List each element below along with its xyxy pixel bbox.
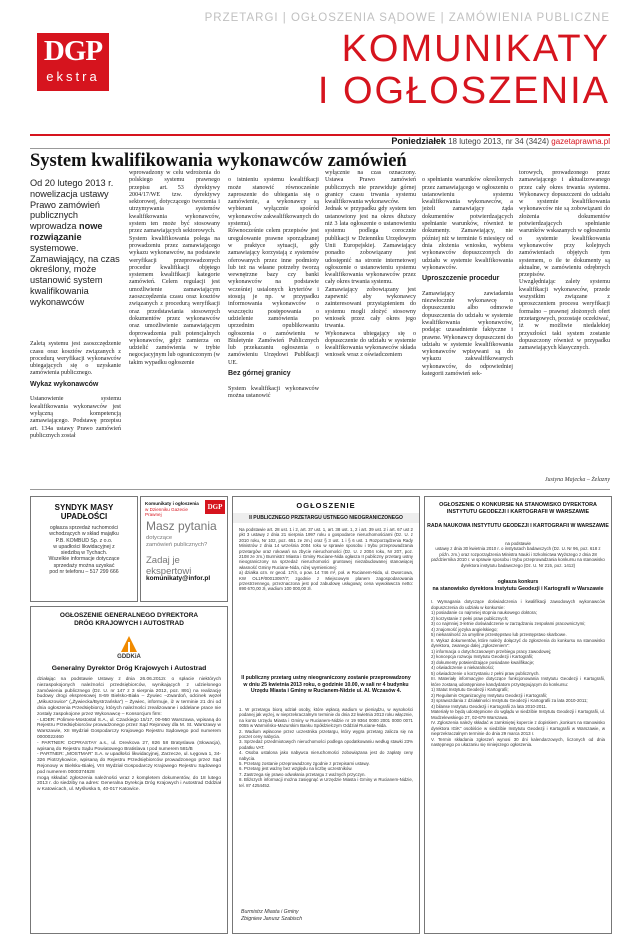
promo-top-line1: Komunikaty i ogłoszenia: [145, 501, 199, 506]
gddkia-title: OGŁOSZENIE GENERALNEGO DYREKTORA DRÓG KRAJOWYCH I AUTOSTRAD: [59, 612, 199, 627]
konkurs-ad: [424, 496, 612, 934]
przetarg-title: OGŁOSZENIE: [296, 501, 356, 510]
dateline-rule: [30, 148, 610, 149]
article-headline: System kwalifikowania wykonawców zamówień: [30, 151, 407, 171]
przetarg-sign2: Zbigniew Janusz Szabisch: [241, 916, 303, 922]
col1b-text: Ustanowienie systemu kwalifikowania wykonawców jest wyłączną kompetencją zamawiającego. Podstawę przepisu art. 134a ustawy Prawo zamówień publicznych został: [30, 396, 121, 439]
logo-sub: ekstra: [46, 69, 100, 84]
lead-rest: systemowe. Zamawiający, na czas określony, może ustanowić system kwalifikowania wykonawców: [30, 242, 120, 307]
title-ogloszenia: I OGŁOSZENIA: [317, 70, 610, 112]
dgp-ekstra-logo: [37, 33, 109, 91]
gddkia-heading: Generalny Dyrektor Dróg Krajowych i Autostrad: [51, 665, 207, 672]
section-bar: PRZETARGI | OGŁOSZENIA SĄDOWE | ZAMÓWIENIA PUBLICZNE: [204, 12, 610, 24]
lead-intro: Od 20 lutego 2013 r. nowelizacja ustawy Prawo zamówień publicznych wprowadza: [30, 178, 114, 232]
article-column-1: [30, 334, 121, 440]
konkurs-title: OGŁOSZENIE O KONKURSIE NA STANOWISKO DYREKTORA INSTYTUTU GEODEZJI I KARTOGRAFII W WARSZAWIE: [439, 502, 597, 515]
col3b-text: System kwalifikacji wykonawców można ustanowić: [228, 385, 319, 399]
col3-subhead: Bez górnej granicy: [228, 370, 291, 378]
article-column-4: wyłącznie na czas oznaczony. Ustawa Prawo zamówień publicznych nie przewiduje górnej granicy czasu trwania systemu kwalifikowania wykonawców. Jednak w przypadku gdy system ten ustanowiony jest na okres dłuższy niż 3 lata ogłoszenie o ustanowieniu systemu podlega corocznie publikacji w Dzienniku Urzędowym Unii Europejskiej. Zamawiający ponadto zobowiązany jest udostępnić na stronie internetowej ogłoszenie o ustanowieniu systemu kwalifikowania wykonawców przez cały okres trwania systemu. Zamawiający zobowiązany jest zapewnić aby wykonawcy zainteresowani przystąpieniem do systemu mogli złożyć stosowny wniosek przez cały okres jego trwania. Wykonawca ubiegający się o dopuszczenie do udziału w systemie kwalifikowania wykonawców składa wniosek wraz z oświadczeniem: [325, 170, 416, 359]
promo-dgp-logo: DGP: [205, 500, 225, 514]
col5b-text: Zamawiający zawiadamia niezwłocznie wykonawcę o dopuszczeniu albo odmowie dopuszczenia do udziału w systemie kwalifikowania wykonawców, podając uzasadnienie faktyczne i prawne. Wykonawcy dopuszczeni do udziału w systemie kwalifikowania wykonawców wpisywani są do wykazu zakwalifikowanych wykonawców, do odpowiedniej kategorii zamówień sek-: [422, 290, 513, 378]
title-komunikaty: KOMUNIKATY: [341, 28, 610, 70]
col1-subhead: Wykaz wykonawców: [30, 380, 99, 388]
syndyk-ad: [30, 496, 138, 602]
syndyk-body: ogłasza sprzedaż ruchomości wchodzących w skład majątku P.B. KOMBUD Sp. z o.o. w upadłości likwidacyjnej z siedzibą w Tychach. Wszelkie informacje dotyczące sprzedaży można uzyskać pod nr telefonu – 517 299 666: [48, 525, 120, 576]
dateline: [360, 136, 610, 146]
syndyk-title: SYNDYK MASY UPADŁOŚCI: [54, 503, 114, 521]
article-column-2: wprowadzony w celu wdrożenia do polskiego systemu prawnego przepisu art. 53 dyrektywy 2004/17/WE tzw. dyrektywy sektorowej, dotyczącego tworzenia i utrzymywania systemów kwalifikowania wykonawców, system ten może być stosowany przez zamawiających sektorowych. System kwalifikowania polega na prowadzeniu przez zamawiającego wykazu wykonawców, na podstawie weryfikacji przeprowadzonych procedur kwalifikacji objętego systemem kwalifikacji kategorie zamówień. Celem regulacji jest umożliwienie zamawiającym zaoszczędzenia czasu oraz kosztów związanych z procedurą weryfikacji oraz przedstawiania stosownych dokumentów przez wykonawców oraz umożliwienie zamawiającym doprowadzenia puli potencjalnych wykonawców, gdyż zamierza on udzielić zamówienia w trybie negocjacyjnym lub ograniczonym (w takim wypadku ogłoszenie: [129, 170, 220, 366]
promo-sub1: dotyczące: [146, 535, 173, 541]
article-column-6: torowych, prowadzonego przez zamawiającego i aktualizowanego przez cały okres trwania systemu. Wykonawcy dopuszczeni do udziału w systemie kwalifikowania wykonawców nie są zobowiązani do złożenia dokumentów potwierdzających spełnianie warunków wskazanych w ogłoszeniu o systemie kwalifikowania wykonawców przy kolejnych zamówieniach objętych tym systemem, o ile te dokumenty są aktualne, w zamówieniu odrębnych przepisów. Uwzględniając zalety systemu kwalifikacji wykonawców, przede wszystkim związane z uproszczeniem procesu weryfikacji formalno – prawnej złożonych ofert przetargowych, pozostaje oczekiwać, iż w możliwie niedalekiej przyszłości taki system zostanie dopuszczony również w przypadku zamawiających klasycznych.: [519, 170, 610, 352]
przetarg-ad: [232, 496, 420, 934]
col5-text: o spełnianiu warunków określonych przez zamawiającego w ogłoszeniu o ustanowieniu systemu kwalifikowania wykonawców, a jeżeli zamawiający żąda dokumentów potwierdzających spełnianie warunków, również te dokumenty. Zamawiający, nie później niż w terminie 6 miesięcy od dnia złożenia wniosku, wybiera wykonawców dopuszczonych do udziału w systemie kwalifikowania wykonawców.: [422, 177, 513, 271]
gddkia-logo-text: GDDKiA: [117, 654, 141, 660]
article-bottom-rule: [30, 489, 610, 490]
dgp-promo-ad: [140, 496, 228, 602]
lead-bold: nowe rozwiązanie: [30, 221, 103, 242]
article-column-5: [422, 170, 513, 378]
logo-main: DGP: [43, 35, 103, 67]
konkurs-subtitle: RADA NAUKOWA INSTYTUTU GEODEZJI I KARTOGRAFII W WARSZAWIE: [427, 523, 609, 530]
gddkia-body: działając na podstawie Ustawy z dnia 26.06.2012r. o spłacie niektórych niezaspokojonych należności przedsiębiorców, wynikających z udzielonego zamówienia publicznego (Dz. U. nr 147 z 3 sierpnia 2012, poz. 891) na realizację budowy drogi ekspresowej S-69 Bielsko-Biała – Żywiec –Zwardoń, odcinek węzeł „Mikuszowice” („Żywiecka/Bystrzańska”) – Żywiec, informuje, iż w terminie 21 dni od dnia ogłoszenia Przedsiębiorcy, których należności zrealizowane i oddelane prace nie zostały zaspokojone przez Wykonawcę – Konsorcjum firm: - LIDER: Polimex-Mostostal S.A., ul. Czackiego 15/17, 00-950 Warszawa, wpisaną do Rejestru Przedsiębiorców prowadzonego przez Sąd Rejonowy dla M. St. Warszawy w Warszawie, XII Wydział Gospodarczy Krajowego Rejestru Sądowego pod numerem 0000022460 - PARTNER: DCPRASTAY a.s., ul. Drevkova 27, 826 58 Bratyslawa (Słowacja), wpisaną do Rejestru Sądu Powiatowego Bratislava I pod numerem 581/B - PARTNER: „MOSTMAR” S.A. w upadłości likwidacyjnej, Zarzecze, ul. Łęgowa 1, 34-326 Piotrzykowice, wpisaną do Rejestru Przedsiębiorców prowadzonego przez Sąd Rejonowy w Bielsku-Białej, VIII Wydział Gospodarczy Krajowego Rejestru Sądowego pod numerem 0000374628 mogą składać zgłoszenia należności wraz z kompletem dokumentów, do 18 lutego 2013 r. do siedziby na adres: Generalna Dyrekcja Dróg Krajowych i Autostrad Oddział w Katowicach, ul. Myślwska 5, 40-017 Katowice.: [37, 677, 221, 793]
article-byline: Justyna Majecka – Żelazny: [544, 477, 610, 483]
article-lead: [30, 178, 122, 308]
gddkia-logo-icon: [120, 635, 138, 653]
przetarg-body2: 1. W przetargu biorą udział osoby, które wpłacą wadium w pieniądzu, w wysokości podanej jak wyżej, w nieprzekraczalnym terminie do dnia 22 kwietnia 2013 roku włącznie, na konto Urzędu Miasta i Gminy w Rucianem-Nidzie nr 19 9364 0000 2001 0000 0071 0055 w Warmińsko-Mazurskim Banku Spółdzielczym Oddział Ruciane-Nida. 2. Wadium wpłacone przez uczestnika przetargu, który wygra przetarg zalicza się na poczet ceny nabycia. 3. Sprzedaż przedmiotowych nieruchomości podlega opodatkowaniu według stawki 23% podatku VAT. 4. Osoba ustalona jako nabywca nieruchomości zobowiązana jest do zapłaty ceny nabycia. 5. Przetarg zostanie przeprowadzony zgodnie z przepisami ustawy. 6. Przetarg jest ważny bez względu na liczbę uczestników. 7. Zastrzega się prawo odwołania przetargu z ważnych przyczyn. 8. Bliższych informacji można zasięgnąć w Urzędzie Miasta i Gminy w Rucianem-Nidzie, tel. 87 4254452.: [239, 707, 413, 788]
col5-subhead: Uproszczenie procedur: [422, 275, 500, 283]
promo-email[interactable]: komunikaty@infor.pl: [146, 575, 211, 582]
konkurs-announce: ogłasza konkurs na stanowisko dyrektora Instytutu Geodezji i Kartografii w Warszawie: [432, 579, 604, 592]
konkurs-body: I. Wymagania dotyczące doświadczenia i kwalifikacji zawodowych wykonawców dopuszczenia do udziału w konkursie: 1) posiadanie co najmniej stopnia naukowego doktora; 2) korzystanie z pełni praw publicznych; 3) co najmniej 3-letnie doświadczenie w zarządzaniu zespołami pracowniczymi; 4) znajomość języka angielskiego; 5) niekaralność za umyślne przestępstwo lub przestępstwo skarbowe. II. Wykaz dokumentów, które należy dołączyć do zgłoszenia do konkursu na stanowisko dyrektora, zwanego dalej „zgłoszeniem”: 1) informacja o dotychczasowym przebiegu pracy zawodowej; 2) koncepcja rozwoju Instytutu Geodezji i Kartografii; 3) dokumenty potwierdzające posiadane kwalifikacje; 4) oświadczenie o niekaralności; 5) oświadczenie o korzystaniu z pełni praw publicznych. III. Materiały informacyjne dotyczące funkcjonowania Instytutu Geodezji i Kartografii, które zostaną udostępnione kandydatom przystępującym do konkursu: 1) Statut Instytutu Geodezji i Kartografii; 2) Regulamin Organizacyjny Instytutu Geodezji i Kartografii; 3) sprawozdania z działalności Instytutu Geodezji i Kartografii za lata 2010-2011; 4) bilanse Instytutu Geodezji i Kartografii za lata 2010-2011. Materiały te będą udostępnione do wglądu w siedzibie Instytutu Geodezji i Kartografii, ul. Modzelewskiego 27, 02-679 Warszawa. IV. Zgłoszenia należy składać w zamkniętej kopercie z dopiskiem „konkurs na stanowisko dyrektora IGiK” osobiście w siedzibie Instytutu Geodezji i Kartografii w Warszawie, w nieprzekraczalnym terminie do dnia 29 marca 2013 r. V. Termin składania zgłoszeń wynosi 30 dni kalendarzowych, liczonych od dnia następnego po ukazaniu się niniejszego ogłoszenia.: [431, 599, 605, 747]
col1-text: Zaletą systemu jest zaoszczędzenie czasu oraz kosztów związanych z procedurą weryfikacji wykonawców ubiegających się o uzyskanie zamówienia publicznego.: [30, 341, 121, 377]
przetarg-subtitle: II PUBLICZNEGO PRZETARGU USTNEGO NIEOGRANICZONEGO: [233, 513, 419, 523]
article-column-3: [228, 170, 319, 400]
col3-text: o istnieniu systemu kwalifikacji może stanowić równocześnie zaproszenie do ubiegania się o zamówienie, a wykonawcy są wybierani wyłącznie spośród wykonawców zakwalifikowanych do systemu). Równocześnie celem przepisów jest uregulowanie prawne sporządzanej w praktyce sytuacji, gdy zamawiający korzystają z systemów oferowanych przez inne podmioty lub też na własne potrzeby tworzą wewnętrzne bazy czy banki wykonawców na podstawie wcześniej ustalonych kryteriów i stosują je np. w przypadku informowania wykonawców o wszczęciu postępowania o udzielenie zamówienia po uprzednim opublikowaniu ogłoszenia o zamówieniu w Biuletynie Zamówień Publicznych lub przekazaniu ogłoszenia o zamówieniu Urzędowi Publikacji UE.: [228, 177, 319, 366]
przetarg-body1: Na podstawie art. 28 ust. 1 i 2, art. 37 ust. 1, art. 38 ust. 1, 2 i art. 39 ust. 2 i art. 67 ust 2 pkt 3 ustawy z dnia 21 sierpnia 1997 roku o gospodarce nieruchomościami (Dz. U. z 2010 roku, Nr 102, poz. 651 ze zm.) oraz § 3 ust. 1 i § 6 ust. 1 Rozporządzenia Rady Ministrów z dnia 14 września 2004 roku w sprawie sposobu i trybu przeprowadzania przetargów oraz rokowań na zbycie nieruchomości (Dz. U. z 2004 roku, Nr 207, poz. 2108 ze zm.) Burmistrz Miasta i Gminy Ruciane-Nida ogłasza II publiczny przetarg ustny nieograniczony na sprzedaż nieruchomości gruntowej niezabudowanej stanowiącej własność Gminy Ruciane-Nida, niżej wymienionej: a) działka ozn. nr geod. 17/4, o pow. 14 746 m², poł. w Rucianem-Nida, ul. Dworcowa, KW OL1P/00013097/7; zgodnie z Miejscowym planem zagospodarowania przestrzennego, przeznaczona jest pod zabudowę usługową; cena wywoławcza netto: 890 670,00 zł, wadium 100 000,00 zł.: [239, 527, 413, 592]
promo-expert: Zadaj je ekspertowi: [146, 555, 192, 577]
promo-question: Masz pytania: [146, 519, 217, 533]
promo-top-line2: w Dzienniku Gazecie Prawnej: [145, 506, 188, 517]
promo-sub2: zamówień publicznych?: [146, 542, 208, 548]
promo-top: [145, 501, 203, 518]
site-link[interactable]: gazetaprawna.pl: [551, 137, 610, 146]
przetarg-body2-head: II publiczny przetarg ustny nieograniczony zostanie przeprowadzony w dniu 25 kwietnia 2013 roku, o godzinie 10.00, w sali nr 4 budynku Urzędu Miasta i Gminy w Rucianem-Nidzie ul. Al. Wczasów 4.: [241, 675, 411, 694]
issue-label: 18 lutego 2013, nr 34 (3424): [448, 137, 550, 146]
przetarg-sign1: Burmistrz Miasta i Gminy: [241, 909, 299, 915]
gddkia-ad: [30, 606, 228, 934]
konkurs-intro: na podstawie ustawy z dnia 30 kwietnia 2010 r. o instytutach badawczych (Dz. U. Nr 96, poz. 618 z późn. zm.) oraz rozporządzenia Ministra Nauki i Szkolnictwa Wyższego z dnia 28 października 2010 r. w sprawie sposobu i trybu przeprowadzania konkursu na stanowisko dyrektora instytutu badawczego (Dz. U. Nr 215, poz. 1412): [431, 541, 605, 568]
day-label: Poniedziałek: [391, 136, 446, 146]
